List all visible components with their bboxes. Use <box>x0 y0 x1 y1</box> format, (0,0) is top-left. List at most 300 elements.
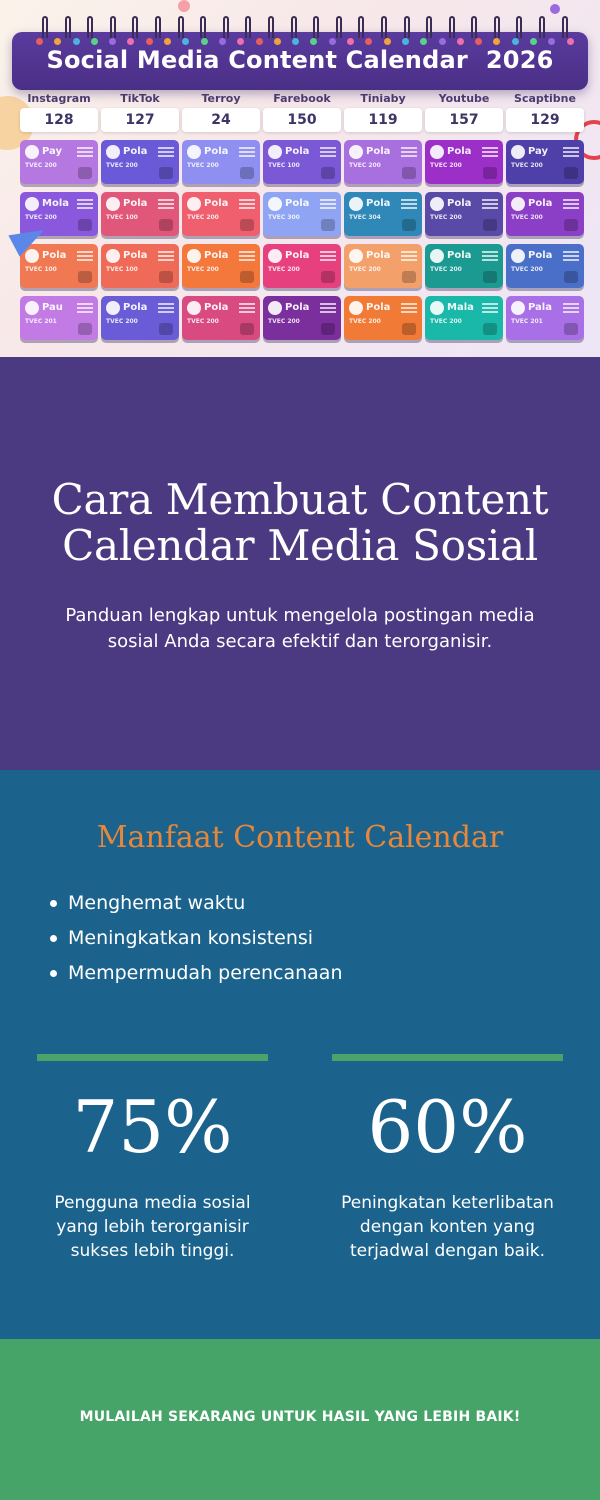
binder-ring <box>178 16 184 38</box>
platform-icon <box>430 145 444 159</box>
calendar-tile-row <box>20 296 584 340</box>
stat-value: 60% <box>367 1085 528 1169</box>
calendar-tile <box>182 296 260 340</box>
tile-line <box>77 255 93 257</box>
binder-ring <box>42 16 48 38</box>
tile-sublabel: TVEC 100 <box>25 266 57 273</box>
tile-line <box>158 207 174 209</box>
tile-line <box>158 303 174 305</box>
calendar-tile <box>344 296 422 340</box>
tile-line <box>563 155 579 157</box>
platform-icon <box>106 249 120 263</box>
calendar-tile <box>506 296 584 340</box>
tile-label: Pola <box>123 302 148 313</box>
banner-dot <box>439 38 446 45</box>
tile-line <box>401 311 417 313</box>
calendar-tile <box>101 140 179 184</box>
banner-dot <box>73 38 80 45</box>
tile-line <box>482 303 498 305</box>
column-name: Tiniaby <box>360 92 406 105</box>
benefits-heading: Manfaat Content Calendar <box>96 820 504 855</box>
banner-dot <box>54 38 61 45</box>
tile-line <box>563 255 579 257</box>
tile-sublabel: TVEC 200 <box>430 318 462 325</box>
calendar-tile-row <box>20 244 584 288</box>
platform-icon <box>106 197 120 211</box>
stat-description: Peningkatan keterlibatan dengan konten yang terjadwal dengan baik. <box>341 1193 554 1261</box>
tile-emblem-icon <box>159 271 173 283</box>
tile-label: Pola <box>528 250 553 261</box>
tile-line <box>401 155 417 157</box>
tile-emblem-icon <box>483 271 497 283</box>
binder-ring <box>426 16 432 38</box>
binder-ring <box>313 16 319 38</box>
calendar-column-headers <box>20 92 584 132</box>
tile-emblem-icon <box>159 167 173 179</box>
stat-value: 75% <box>72 1085 233 1169</box>
tile-line <box>482 155 498 157</box>
tile-emblem-icon <box>78 167 92 179</box>
banner-dot <box>109 38 116 45</box>
tile-line <box>563 311 579 313</box>
tile-sublabel: TVEC 100 <box>106 214 138 221</box>
binder-ring <box>358 16 364 38</box>
tile-sublabel: TVEC 201 <box>25 318 57 325</box>
tile-line <box>563 151 579 153</box>
platform-icon <box>430 249 444 263</box>
banner-dot <box>475 38 482 45</box>
tile-label: Pola <box>204 198 229 209</box>
cta-button[interactable]: MULAILAH SEKARANG UNTUK HASIL YANG LEBIH BAIK! <box>79 1409 521 1425</box>
tile-line <box>401 207 417 209</box>
tile-sublabel: TVEC 200 <box>187 318 219 325</box>
tile-label: Pola <box>204 146 229 157</box>
tile-line <box>320 303 336 305</box>
binder-ring <box>539 16 545 38</box>
hero-calendar-illustration <box>0 0 600 357</box>
benefits-section <box>0 770 600 1339</box>
column-count: 127 <box>101 108 179 132</box>
tile-line <box>239 155 255 157</box>
tile-emblem-icon <box>564 167 578 179</box>
calendar-tile <box>263 244 341 288</box>
tile-emblem-icon <box>240 271 254 283</box>
banner-dot <box>420 38 427 45</box>
tile-sublabel: TVEC 304 <box>349 214 381 221</box>
tile-line <box>563 303 579 305</box>
banner-dot <box>310 38 317 45</box>
tile-sublabel: TVEC 200 <box>106 162 138 169</box>
tile-line <box>563 251 579 253</box>
banner-dot <box>146 38 153 45</box>
tile-line <box>401 259 417 261</box>
tile-line <box>239 147 255 149</box>
tile-line <box>320 147 336 149</box>
column-name: Scaptibne <box>514 92 576 105</box>
intro-description: Panduan lengkap untuk mengelola postingan media sosial Anda secara efektif dan terorganisir. <box>65 605 535 652</box>
list-item: Meningkatkan konsistensi <box>50 921 343 956</box>
tile-label: Pola <box>366 146 391 157</box>
binder-ring <box>449 16 455 38</box>
calendar-tile <box>506 192 584 236</box>
platform-icon <box>187 145 201 159</box>
tile-line <box>482 307 498 309</box>
list-item: Mempermudah perencanaan <box>50 956 343 991</box>
tile-line <box>158 259 174 261</box>
tile-sublabel: TVEC 200 <box>25 214 57 221</box>
tile-sublabel: TVEC 200 <box>187 214 219 221</box>
tile-line <box>320 307 336 309</box>
tile-line <box>239 311 255 313</box>
tile-line <box>563 207 579 209</box>
tile-label: Pola <box>366 250 391 261</box>
tile-line <box>158 147 174 149</box>
tile-line <box>401 199 417 201</box>
platform-icon <box>430 197 444 211</box>
tile-label: Pola <box>123 198 148 209</box>
calendar-tile <box>101 244 179 288</box>
calendar-rings <box>42 16 568 38</box>
tile-emblem-icon <box>159 219 173 231</box>
tile-label: Pay <box>42 146 63 157</box>
calendar-tile <box>506 244 584 288</box>
platform-icon <box>25 145 39 159</box>
tile-emblem-icon <box>564 271 578 283</box>
platform-icon <box>268 249 282 263</box>
binder-ring <box>200 16 206 38</box>
tile-emblem-icon <box>159 323 173 335</box>
binder-ring <box>155 16 161 38</box>
tile-line <box>401 147 417 149</box>
tile-line <box>239 199 255 201</box>
tile-label: Pola <box>204 302 229 313</box>
tile-line <box>239 255 255 257</box>
platform-icon <box>349 145 363 159</box>
platform-icon <box>25 301 39 315</box>
banner-dot <box>567 38 574 45</box>
tile-line <box>563 259 579 261</box>
calendar-year: 2026 <box>485 46 554 74</box>
binder-ring <box>87 16 93 38</box>
tile-emblem-icon <box>564 219 578 231</box>
column-header <box>344 92 422 132</box>
platform-icon <box>268 145 282 159</box>
platform-icon <box>187 249 201 263</box>
calendar-tile <box>344 140 422 184</box>
tile-emblem-icon <box>240 323 254 335</box>
platform-icon <box>106 301 120 315</box>
benefits-list <box>50 886 343 991</box>
tile-label: Pola <box>123 146 148 157</box>
calendar-tile <box>425 244 503 288</box>
tile-sublabel: TVEC 300 <box>268 214 300 221</box>
calendar-tile <box>506 140 584 184</box>
tile-line <box>77 311 93 313</box>
tile-label: Pola <box>285 302 310 313</box>
column-count: 150 <box>263 108 341 132</box>
tile-line <box>401 255 417 257</box>
tile-emblem-icon <box>402 219 416 231</box>
tile-emblem-icon <box>78 323 92 335</box>
platform-icon <box>511 249 525 263</box>
stat-divider <box>37 1054 268 1061</box>
tile-line <box>563 147 579 149</box>
binder-ring <box>381 16 387 38</box>
tile-line <box>401 251 417 253</box>
tile-emblem-icon <box>402 167 416 179</box>
calendar-tile <box>425 192 503 236</box>
tile-line <box>158 251 174 253</box>
tile-line <box>158 255 174 257</box>
tile-sublabel: TVEC 100 <box>268 162 300 169</box>
column-name: TikTok <box>120 92 160 105</box>
platform-icon <box>268 301 282 315</box>
tile-line <box>77 203 93 205</box>
tile-line <box>482 207 498 209</box>
column-name: Terroy <box>201 92 241 105</box>
tile-label: Pola <box>285 198 310 209</box>
column-name: Instagram <box>27 92 91 105</box>
tile-sublabel: TVEC 200 <box>349 162 381 169</box>
calendar-dots <box>36 38 574 45</box>
calendar-tile <box>425 296 503 340</box>
platform-icon <box>25 197 39 211</box>
tile-label: Pay <box>528 146 549 157</box>
tile-line <box>320 311 336 313</box>
tile-label: Pola <box>447 250 472 261</box>
tile-line <box>563 307 579 309</box>
banner-dot <box>365 38 372 45</box>
tile-label: Pola <box>366 198 391 209</box>
list-item: Menghemat waktu <box>50 886 343 921</box>
binder-ring <box>245 16 251 38</box>
calendar-tile-grid <box>20 140 584 348</box>
tile-line <box>563 203 579 205</box>
binder-ring <box>471 16 477 38</box>
binder-ring <box>516 16 522 38</box>
banner-dot <box>274 38 281 45</box>
stat-divider <box>332 1054 563 1061</box>
banner-dot <box>91 38 98 45</box>
tile-line <box>239 251 255 253</box>
column-header <box>101 92 179 132</box>
column-count: 24 <box>182 108 260 132</box>
calendar-tile <box>263 140 341 184</box>
calendar-tile <box>20 296 98 340</box>
tile-line <box>77 155 93 157</box>
tile-emblem-icon <box>402 323 416 335</box>
platform-icon <box>268 197 282 211</box>
column-count: 129 <box>506 108 584 132</box>
binder-ring <box>223 16 229 38</box>
tile-line <box>401 307 417 309</box>
tile-line <box>482 147 498 149</box>
tile-line <box>320 155 336 157</box>
calendar-tile <box>263 192 341 236</box>
tile-line <box>320 259 336 261</box>
tile-line <box>482 151 498 153</box>
tile-line <box>239 259 255 261</box>
tile-line <box>239 307 255 309</box>
tile-line <box>158 311 174 313</box>
tile-sublabel: TVEC 200 <box>511 162 543 169</box>
tile-sublabel: TVEC 200 <box>430 162 462 169</box>
tile-line <box>77 307 93 309</box>
tile-emblem-icon <box>78 219 92 231</box>
tile-line <box>401 303 417 305</box>
decorative-dot <box>178 0 190 12</box>
tile-emblem-icon <box>240 219 254 231</box>
tile-label: Pola <box>528 198 553 209</box>
tile-sublabel: TVEC 200 <box>268 266 300 273</box>
tile-line <box>401 203 417 205</box>
tile-line <box>482 311 498 313</box>
banner-dot <box>329 38 336 45</box>
binder-ring <box>110 16 116 38</box>
banner-dot <box>36 38 43 45</box>
tile-sublabel: TVEC 200 <box>430 214 462 221</box>
column-header <box>506 92 584 132</box>
tile-line <box>482 259 498 261</box>
banner-dot <box>256 38 263 45</box>
calendar-tile <box>182 244 260 288</box>
banner-dot <box>219 38 226 45</box>
column-count: 119 <box>344 108 422 132</box>
tile-line <box>320 151 336 153</box>
platform-icon <box>349 301 363 315</box>
calendar-tile <box>182 192 260 236</box>
tile-line <box>320 255 336 257</box>
tile-label: Pola <box>366 302 391 313</box>
tile-line <box>482 255 498 257</box>
calendar-tile-row <box>20 140 584 184</box>
tile-line <box>239 151 255 153</box>
tile-line <box>77 251 93 253</box>
tile-line <box>77 151 93 153</box>
tile-line <box>239 203 255 205</box>
tile-label: Pola <box>123 250 148 261</box>
banner-dot <box>201 38 208 45</box>
tile-emblem-icon <box>483 323 497 335</box>
intro-section <box>0 357 600 770</box>
cta-section <box>0 1339 600 1500</box>
page-title: Cara Membuat Content Calendar Media Sosial <box>51 475 549 570</box>
tile-sublabel: TVEC 100 <box>106 266 138 273</box>
binder-ring <box>336 16 342 38</box>
banner-dot <box>164 38 171 45</box>
tile-line <box>77 147 93 149</box>
tile-emblem-icon <box>321 219 335 231</box>
tile-sublabel: TVEC 200 <box>430 266 462 273</box>
tile-line <box>320 207 336 209</box>
tile-sublabel: TVEC 200 <box>25 162 57 169</box>
tile-sublabel: TVEC 200 <box>349 318 381 325</box>
decorative-dot <box>550 4 560 14</box>
stat-card <box>332 1054 563 1263</box>
platform-icon <box>430 301 444 315</box>
tile-line <box>239 303 255 305</box>
banner-dot <box>530 38 537 45</box>
tile-emblem-icon <box>321 271 335 283</box>
banner-dot <box>237 38 244 45</box>
tile-line <box>77 207 93 209</box>
tile-label: Mala <box>447 302 474 313</box>
binder-ring <box>132 16 138 38</box>
tile-label: Pala <box>528 302 552 313</box>
tile-sublabel: TVEC 200 <box>268 318 300 325</box>
tile-line <box>158 151 174 153</box>
tile-sublabel: TVEC 200 <box>511 214 543 221</box>
tile-label: Pola <box>42 250 67 261</box>
tile-sublabel: TVEC 200 <box>187 266 219 273</box>
tile-line <box>77 259 93 261</box>
binder-ring <box>404 16 410 38</box>
tile-line <box>158 155 174 157</box>
tile-emblem-icon <box>78 271 92 283</box>
calendar-title-text: Social Media Content Calendar <box>46 46 468 74</box>
binder-ring <box>494 16 500 38</box>
banner-dot <box>127 38 134 45</box>
platform-icon <box>511 145 525 159</box>
calendar-tile <box>101 192 179 236</box>
stat-card <box>37 1054 268 1263</box>
tile-emblem-icon <box>402 271 416 283</box>
banner-dot <box>457 38 464 45</box>
platform-icon <box>349 249 363 263</box>
tile-line <box>158 307 174 309</box>
banner-dot <box>182 38 189 45</box>
column-name: Farebook <box>273 92 331 105</box>
column-header <box>182 92 260 132</box>
tile-label: Mola <box>42 198 69 209</box>
binder-ring <box>65 16 71 38</box>
binder-ring <box>291 16 297 38</box>
tile-line <box>158 199 174 201</box>
platform-icon <box>106 145 120 159</box>
platform-icon <box>511 197 525 211</box>
banner-dot <box>512 38 519 45</box>
tile-line <box>77 303 93 305</box>
column-header <box>425 92 503 132</box>
banner-dot <box>548 38 555 45</box>
column-name: Youtube <box>438 92 490 105</box>
tile-emblem-icon <box>240 167 254 179</box>
tile-label: Pau <box>42 302 63 313</box>
tile-line <box>158 203 174 205</box>
tile-line <box>77 199 93 201</box>
calendar-title <box>12 46 588 74</box>
tile-label: Pola <box>285 146 310 157</box>
tile-line <box>320 203 336 205</box>
column-count: 128 <box>20 108 98 132</box>
calendar-tile <box>344 192 422 236</box>
banner-dot <box>402 38 409 45</box>
tile-emblem-icon <box>564 323 578 335</box>
tile-line <box>239 207 255 209</box>
tile-sublabel: TVEC 200 <box>511 266 543 273</box>
calendar-tile <box>20 140 98 184</box>
tile-sublabel: TVEC 200 <box>106 318 138 325</box>
calendar-tile <box>263 296 341 340</box>
tile-line <box>563 199 579 201</box>
calendar-tile <box>182 140 260 184</box>
tile-label: Pola <box>285 250 310 261</box>
tile-sublabel: TVEC 201 <box>511 318 543 325</box>
tile-line <box>401 151 417 153</box>
platform-icon <box>511 301 525 315</box>
column-header <box>20 92 98 132</box>
banner-dot <box>493 38 500 45</box>
